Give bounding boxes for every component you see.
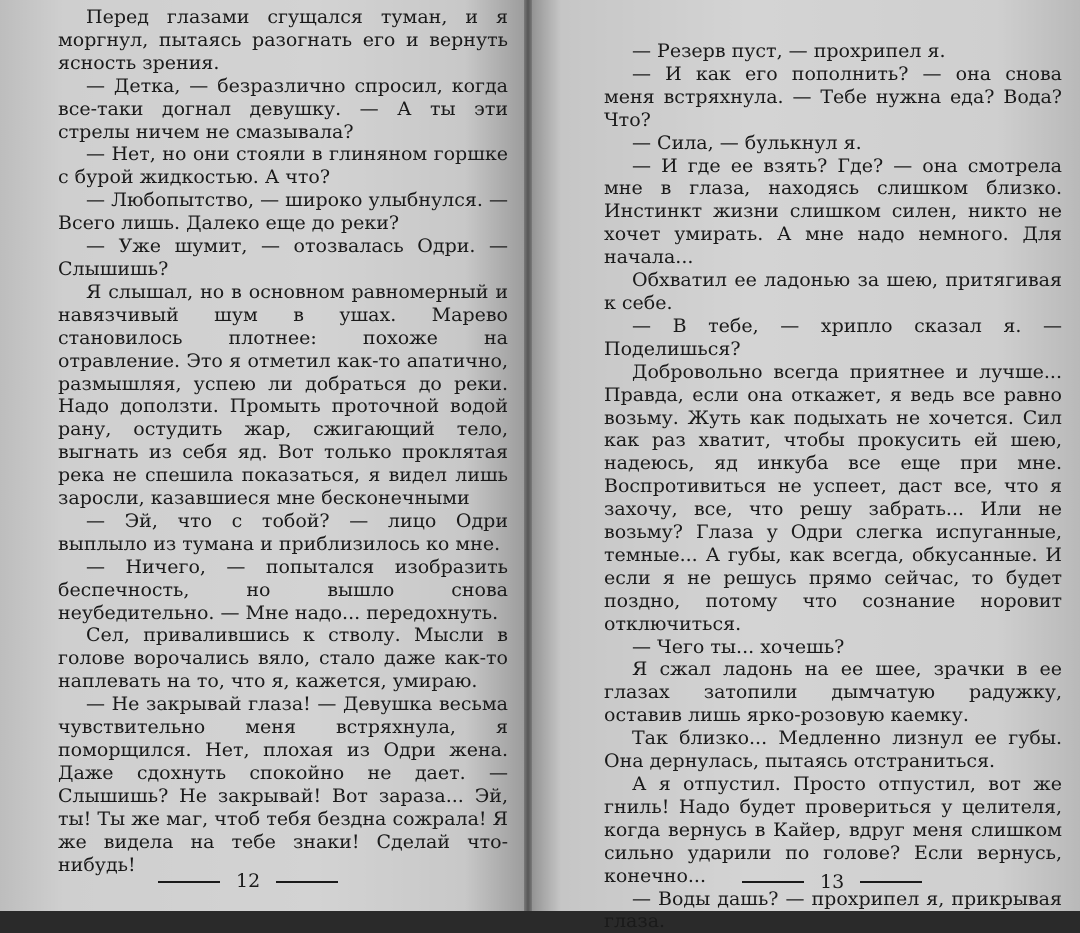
- paragraph: — Любопытство, — широко улыбнулся. — Всего лишь. Далеко еще до реки?: [58, 189, 508, 235]
- left-page: [0, 0, 528, 911]
- page-number: 13: [820, 871, 845, 893]
- folio-rule-left: [742, 881, 804, 883]
- paragraph: — Резерв пуст, — прохрипел я.: [632, 40, 946, 62]
- paragraph: — Не закрывай глаза! — Девушка весьма чувствительно меня встряхнула, я поморщился. Нет, плохая из Одри жена. Даже сдохнуть спокойно не дает. — Слышишь? Не закрывай! Вот зараза... Эй, ты! Ты же маг, чтоб тебя бездна сожрала! Я же видела на тебе знаки! Сделай что-нибудь!: [58, 693, 508, 876]
- page-number-footer: [158, 870, 338, 893]
- folio-rule-right: [860, 881, 922, 883]
- right-page: [528, 0, 1080, 933]
- paragraph: — Детка, — безразлично спросил, когда все-таки догнал девушку. — А ты эти стрелы ничем не смазывала?: [58, 74, 508, 143]
- paragraph: — И как его пополнить? — она снова меня встряхнула. — Тебе нужна еда? Вода? Что?: [604, 62, 1062, 131]
- paragraph: Обхватил ее ладонью за шею, притягивая к себе.: [604, 269, 1062, 314]
- paragraph: Я слышал, но в основном равномерный и навязчивый шум в ушах. Марево становилось плотнее: похоже на отравление. Это я отметил как-то апатично, размышляя, успею ли добраться до реки. Надо доползти. Промыть проточной водой рану, остудить жар, сжигающий тело, выгнать из себя яд. Вот только проклятая река не спешила показаться, я видел лишь заросли, казавшиеся мне бесконечными: [58, 280, 508, 510]
- paragraph: — И где ее взять? Где? — она смотрела мне в глаза, находясь слишком близко. Инстинкт жизни слишком силен, никто не хочет умирать. А мне надо немного. Для начала...: [604, 154, 1062, 269]
- paragraph: Я сжал ладонь на ее шее, зрачки в ее глазах затопили дымчатую радужку, оставив лишь ярко-розовую каемку.: [604, 658, 1062, 727]
- paragraph: — В тебе, — хрипло сказал я. — Поделишься?: [604, 314, 1062, 360]
- folio-rule-right: [276, 881, 338, 883]
- paragraph: Сел, привалившись к стволу. Мысли в голове ворочались вяло, стало даже как-то наплевать на то, что я, кажется, умираю.: [58, 624, 508, 693]
- paragraph: Добровольно всегда приятнее и лучше... Правда, если она откажет, я ведь все равно возьму. Жуть как подыхать не хочется. Сил как раз хватит, чтобы прокусить ей шею, надеюсь, яд инкуба все еще при мне. Воспротивиться не успеет, даст все, что я захочу, все, что решу забрать... Или не возьму? Глаза у Одри слегка испуганные, темные... А губы, как всегда, обкусанные. И если я не решусь прямо сейчас, то будет поздно, потому что сознание норовит отключиться.: [604, 360, 1062, 635]
- paragraph: Так близко... Медленно лизнул ее губы. Она дернулась, пытаясь отстраниться.: [604, 727, 1062, 773]
- paragraph: — Ничего, — попытался изобразить беспечность, но вышло снова неубедительно. — Мне надо... передохнуть.: [58, 555, 508, 624]
- paragraph: — Нет, но они стояли в глиняном горшке с бурой жидкостью. А что?: [58, 143, 508, 189]
- page-number: 12: [236, 870, 261, 893]
- paragraph: — Уже шумит, — отозвалась Одри. — Слышишь?: [58, 235, 508, 280]
- paragraph: — Чего ты... хочешь?: [632, 635, 845, 658]
- book-gutter: [524, 0, 532, 911]
- paragraph: Перед глазами сгущался туман, и я моргнул, пытаясь разогнать его и вернуть ясность зрения.: [58, 6, 508, 74]
- paragraph: — Сила, — булькнул я.: [632, 131, 862, 154]
- paragraph: А я отпустил. Просто отпустил, вот же гниль! Надо будет провериться у целителя, когда вернусь в Кайер, вдруг меня слишком сильно ударили по голове? Если вернусь, конечно...: [604, 773, 1062, 887]
- page-number-footer: [742, 871, 922, 893]
- folio-rule-left: [158, 881, 220, 883]
- paragraph: — Эй, что с тобой? — лицо Одри выплыло из тумана и приблизилось ко мне.: [58, 509, 508, 555]
- paragraph: — Воды дашь? — прохрипел я, прикрывая глаза.: [604, 887, 1062, 933]
